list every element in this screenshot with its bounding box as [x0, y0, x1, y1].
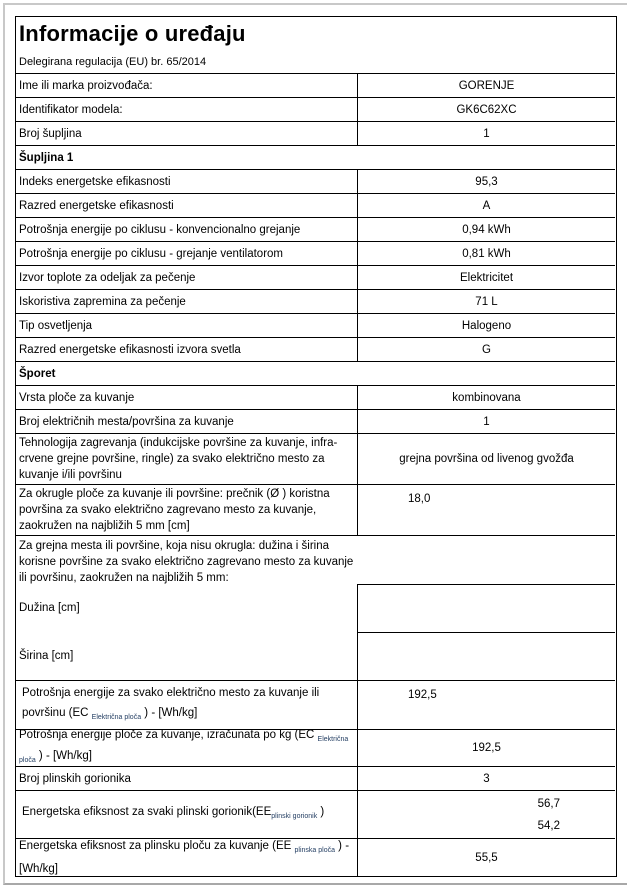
label-text: ) - [Wh/kg]: [19, 840, 350, 875]
row-label: [19, 791, 324, 838]
table-row: [16, 265, 615, 289]
row-value: 55,5: [357, 839, 615, 876]
width-value: [357, 632, 615, 681]
width-label: Širina [cm]: [19, 650, 74, 662]
row-value: 192,5: [357, 681, 615, 729]
row-label: Za okrugle ploče za kuvanje ili površine: prečnik (Ø ) koristna površina za svako električno zagrevano mesto za kuvanje, zaokružen na najbližih 5 mm [cm]: [19, 488, 330, 532]
label-text: Potrošnja energije ploče za kuvanje, izračunata po kg (EC: [19, 729, 318, 741]
row-label: Razred energetske efikasnosti: [19, 199, 174, 212]
row-value: 95,3: [357, 170, 615, 193]
section-heading-stove: [16, 361, 615, 385]
table-row: [16, 433, 615, 484]
row-value: GK6C62XC: [357, 98, 615, 121]
row-values: [357, 791, 615, 838]
label-text: ): [317, 806, 325, 818]
row-value: GORENJE: [357, 74, 615, 97]
row-label: Broj plinskih gorionika: [19, 772, 131, 785]
table-row: [16, 289, 615, 313]
table-row: [16, 790, 615, 838]
label-subscript: plinska ploča: [294, 847, 335, 854]
row-label: Razred energetske efikasnosti izvora svetla: [19, 343, 241, 356]
label-subscript: Električna ploča: [91, 713, 142, 721]
row-value: 3: [357, 767, 615, 790]
row-label: Za grejna mesta ili površine, koja nisu okrugla: dužina i širina korisne površine za svako električno zagrevano mesto za kuvanje ili površinu, zaokružen na najbližih 5 mm:: [19, 540, 354, 584]
row-label: [19, 730, 354, 766]
label-text: ) - [Wh/kg]: [35, 750, 92, 762]
row-label: Tehnologija zagrevanja (indukcijske površine za kuvanje, infra-crvene grejne površine, ringle) za svako električno mesto za kuvanje i/ili površinu: [19, 437, 338, 481]
row-value: 18,0: [357, 485, 615, 535]
row-label: Tip osvetljenja: [19, 319, 93, 332]
label-text: Energetska efiksnost za plinsku ploču za kuvanje (EE: [19, 840, 295, 852]
row-label: Indeks energetske efikasnosti: [19, 175, 171, 188]
table-row: [16, 121, 615, 145]
label-subscript: plinski gorionik: [271, 813, 318, 820]
row-label: Vrsta ploče za kuvanje: [19, 391, 135, 404]
row-label: Broj šupljina: [19, 127, 82, 140]
non-round-zones-block: [16, 535, 615, 680]
table-row: [16, 484, 615, 535]
label-subscript: Električna ploča: [19, 736, 349, 764]
regulation-text: Delegirana regulacija (EU) br. 65/2014: [19, 56, 207, 68]
section-heading: Šporet: [19, 367, 56, 380]
row-label: Broj električnih mesta/površina za kuvanje: [19, 415, 234, 428]
row-label: [19, 681, 352, 729]
table-row: [16, 217, 615, 241]
row-value: 0,81 kWh: [357, 242, 615, 265]
burner-efficiency-value: 54,2: [537, 819, 560, 832]
row-value: 0,94 kWh: [357, 218, 615, 241]
row-label: Iskoristiva zapremina za pečenje: [19, 295, 186, 308]
row-label: Izvor toplote za odeljak za pečenje: [19, 271, 196, 284]
row-value: kombinovana: [357, 386, 615, 409]
table-row: [16, 385, 615, 409]
table-row: [16, 169, 615, 193]
row-value: grejna površina od livenog gvožđa: [357, 434, 615, 484]
row-value: A: [357, 194, 615, 217]
row-value: 71 L: [357, 290, 615, 313]
table-row: [16, 729, 615, 766]
row-label: [19, 839, 354, 876]
table-row: [16, 241, 615, 265]
product-info-sheet: [15, 16, 617, 877]
section-heading-cavity: [16, 145, 615, 169]
row-label: Ime ili marka proizvođača:: [19, 79, 153, 92]
row-label: Potrošnja energije po ciklusu - konvencionalno grejanje: [19, 223, 301, 236]
row-value: Elektricitet: [357, 266, 615, 289]
label-text: ) - [Wh/kg]: [141, 706, 198, 719]
table-row: [16, 73, 615, 97]
row-value: Halogeno: [357, 314, 615, 337]
section-heading: Šupljina 1: [19, 151, 74, 164]
label-text: Energetska efiksnost za svaki plinski gorionik(EE: [22, 806, 272, 818]
page-title: Informacije o uređaju: [19, 21, 246, 46]
length-value: [357, 584, 615, 632]
burner-efficiency-value: 56,7: [537, 797, 560, 810]
table-row: [16, 766, 615, 790]
table-row: [16, 313, 615, 337]
table-row: [16, 409, 615, 433]
table-row: [16, 193, 615, 217]
table-row: [16, 337, 615, 361]
table-row: [16, 97, 615, 121]
row-label: Identifikator modela:: [19, 103, 123, 116]
table-row: [16, 838, 615, 876]
row-value: 1: [357, 122, 615, 145]
label-text: Potrošnja energije za svako električno mesto za kuvanje ili površinu (EC: [22, 686, 320, 719]
row-value: 1: [357, 410, 615, 433]
row-value: 192,5: [357, 730, 615, 766]
table-row: [16, 680, 615, 729]
length-label: Dužina [cm]: [19, 602, 80, 614]
row-label: Potrošnja energije po ciklusu - grejanje ventilatorom: [19, 247, 284, 260]
header: [16, 17, 615, 73]
row-value: G: [357, 338, 615, 361]
